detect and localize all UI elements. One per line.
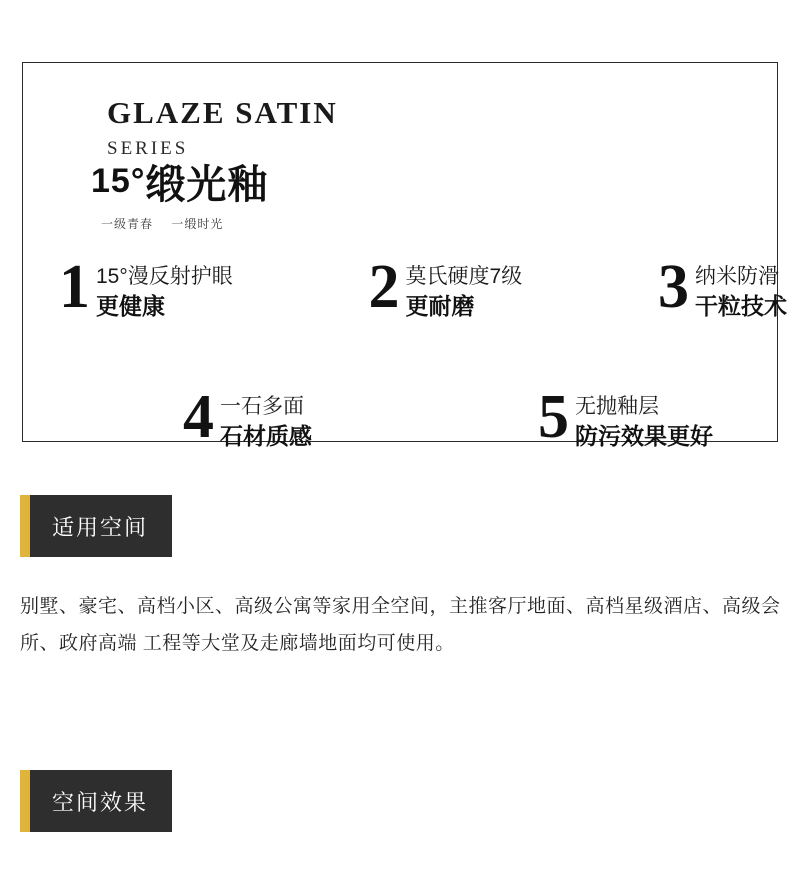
slogan-right: 一缎时光 xyxy=(171,217,224,231)
feature-point-line1: 一石多面 xyxy=(220,395,304,418)
page-title xyxy=(91,163,268,207)
feature-point-line1: 15°漫反射护眼 xyxy=(96,265,233,288)
brand-series-label: SERIES xyxy=(107,139,196,158)
slogan-left: 一级青春 xyxy=(101,217,154,231)
section-heading-applicable-space xyxy=(20,495,172,557)
accent-bar xyxy=(20,495,30,557)
feature-point-5 xyxy=(538,383,713,451)
feature-point-line2: 更健康 xyxy=(96,293,165,320)
feature-point-number: 4 xyxy=(183,383,214,451)
feature-point-text xyxy=(220,389,312,451)
feature-point-line2: 干粒技术 xyxy=(694,293,787,320)
section-heading-space-effect xyxy=(20,770,172,832)
feature-point-4 xyxy=(183,383,312,451)
feature-point-number: 1 xyxy=(59,253,90,321)
feature-point-number: 2 xyxy=(368,253,400,321)
section-body-applicable-space: 别墅、豪宅、高档小区、高级公寓等家用全空间，主推客厅地面、高档星级酒店、高级会所、政府高端 工程等大堂及走廊墙地面均可使用。 xyxy=(20,596,781,655)
feature-point-line1: 纳米防滑 xyxy=(694,265,779,288)
feature-point-3 xyxy=(657,253,787,321)
feature-point-line2: 石材质感 xyxy=(220,423,312,450)
feature-point-2 xyxy=(368,253,523,321)
feature-block xyxy=(22,62,787,451)
feature-point-line2: 防污效果更好 xyxy=(575,423,713,450)
feature-point-line1: 莫氏硬度7级 xyxy=(405,265,523,288)
feature-point-line1: 无抛釉层 xyxy=(575,395,659,418)
feature-point-line2: 更耐磨 xyxy=(405,293,475,320)
feature-point-1 xyxy=(59,253,233,321)
feature-point-text xyxy=(96,259,233,321)
feature-points-row-bottom xyxy=(183,383,713,451)
sub-slogan xyxy=(101,215,237,232)
accent-bar xyxy=(20,770,30,832)
section-heading-label: 空间效果 xyxy=(30,770,172,832)
feature-point-text xyxy=(406,259,523,321)
feature-point-text xyxy=(695,259,787,321)
headline-text: 缎光釉 xyxy=(145,163,269,207)
feature-point-number: 3 xyxy=(657,253,689,321)
feature-point-number: 5 xyxy=(538,383,569,451)
headline-degree: 15° xyxy=(91,162,146,200)
section-heading-label: 适用空间 xyxy=(30,495,172,557)
feature-point-text xyxy=(575,389,713,451)
brand-title: GLAZE SATIN xyxy=(99,97,348,128)
feature-points-row-top xyxy=(59,253,787,321)
